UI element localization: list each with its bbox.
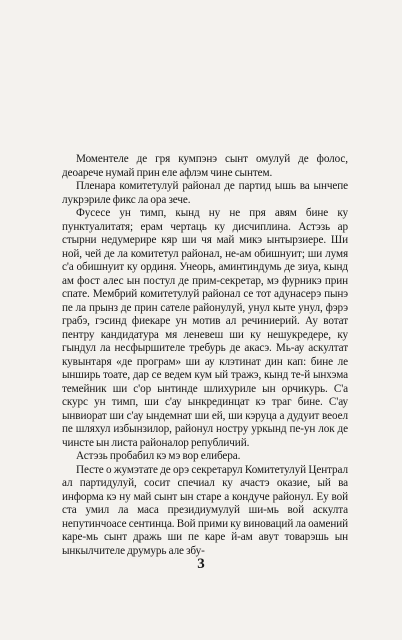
page-number: 3: [197, 556, 205, 572]
paragraph: Астэзь пробабил кэ мэ вор елибера.: [76, 450, 241, 462]
paragraph: Фусесе ун тимп, кынд ну не пря авям бине ку пунктуалитатя; ерам чертаць ку дисчиплина. Астэзь ар стырни недумерире кяр ши чя май микэ ынтырзиере. Ши ной, чей де ла комитетул районал, не-ам обишнуит; ши лумя с'а обишнуит ку ординя. Унеорь, аминтиндумь де зиуа, кынд ам фост алес ын постул де прим-секретар, мэ фурникэ прин спате. Мембрий комитетулуй районал се тот адунасерэ пынэ пе ла прынз де прин сателе районулуй, унул кыте унул, фэрэ грабэ, гэсинд фиекаре ун мотив ал речиниерий. Ау вотат пентру кандидатура мя леневеш ши ку нешукредере, ку гындул ла несфыршителе требурь де акасэ. Мь-ау аскултат кувынтаря «де програм» ши ау клэтинат дин кап: бине ле ынширь тоате, дар се ведем кум ый тражэ, кынд те-й ынхэма темейник ши с'ор ынтинде шлихуриле ын орчикурь. С'а скурс ун тимп, ши с'ау ынкрединцат кэ траг бине. С'ау ынвиорат ши с'ау ындемнат ши ей, ши кэруца а дудуит веоел пе шляхул избынзилор, районул ностру уркынд пе-ун лок де чинсте ын листа районалор републичий.: [62, 207, 348, 449]
paragraph: Песте о жумэтате де орэ секретарул Комитетулуй Централ ал партидулуй, сосит спечиал ку ачастэ оказие, ый ва информа кэ ну май сынт ын старе а кондуче районул. Еу вой ста умил ла маса президиумулуй ши-мь вой аскулта непутинчоасе сентинца. Вой прими ку виноваций ла оамений каре-мь сынт дражь ши пе каре й-ам авут товарэшь ын ынкылчителе друмурь але збу-: [62, 463, 348, 557]
body-text: [62, 153, 348, 558]
paragraph: Моментеле де гря кумпэнэ сынт омулуй де фолос, деоарече нумай прин еле афлэм чине сынтем.: [62, 153, 348, 179]
paragraph: Пленара комитетулуй районал де партид ышь ва ынчепе лукрэриле фикс ла ора зече.: [62, 180, 348, 206]
